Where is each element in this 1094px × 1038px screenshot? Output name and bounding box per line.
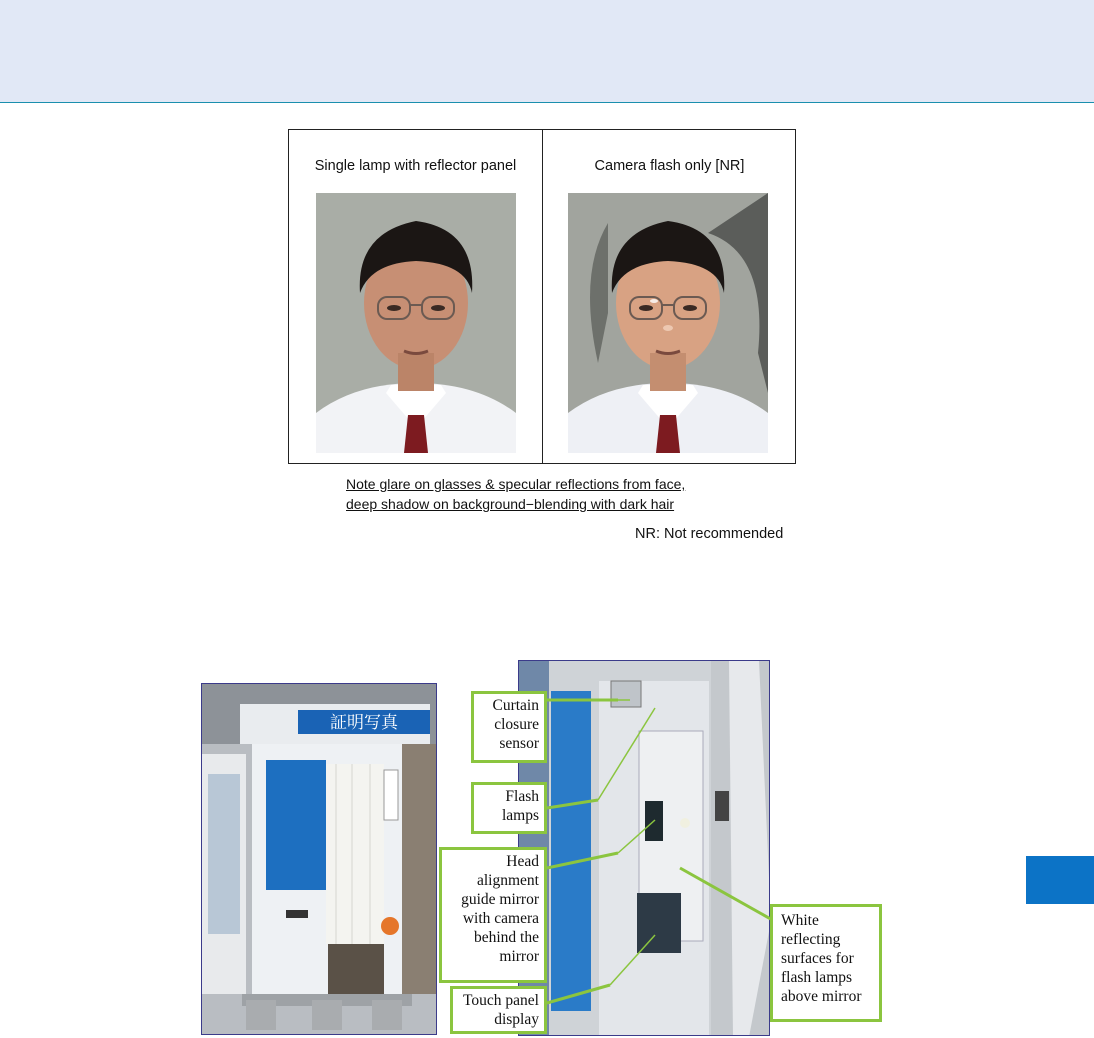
nr-footnote: NR: Not recommended [635,526,784,542]
chapter-side-tab [1026,856,1094,904]
callout-head-alignment-mirror: Head alignment guide mirror with camera behind the mirror [439,847,547,983]
callout-flash-lamps: Flash lamps [471,782,547,834]
note-line-1: Note glare on glasses & specular reflections from face, [346,476,686,492]
note-line-2: deep shadow on background−blending with dark hair [346,496,675,512]
booth-sign-text: 証明写真 [330,713,398,733]
left-photo-caption: Single lamp with reflector panel [314,158,517,174]
callout-touch-panel: Touch panel display [450,986,547,1034]
callout-curtain-sensor: Curtain closure sensor [471,691,547,763]
right-photo-caption: Camera flash only [NR] [594,158,745,174]
callout-white-reflecting-surfaces: White reflecting surfaces for flash lamps above mirror [770,904,882,1022]
